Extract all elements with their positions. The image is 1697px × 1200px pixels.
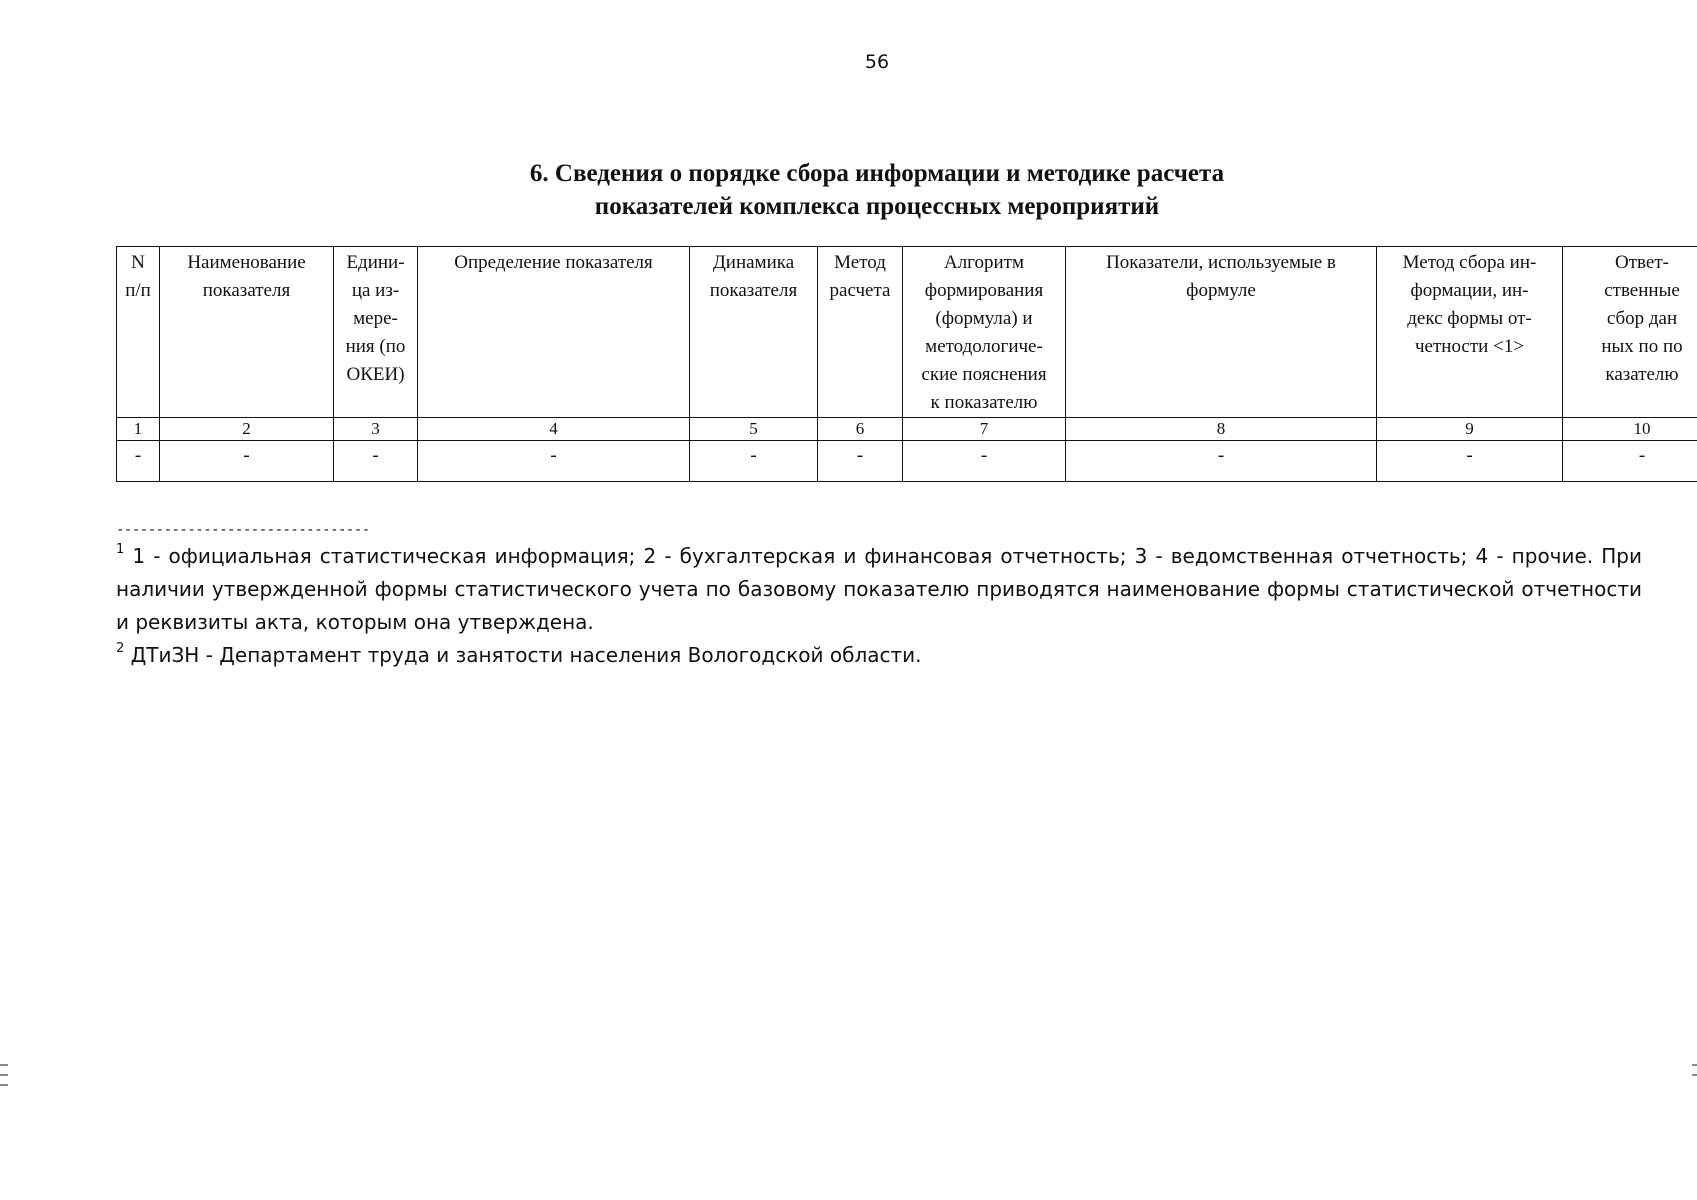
table-cell: - <box>160 441 334 482</box>
header-cell-dynamics: Динамика показателя <box>690 247 818 418</box>
column-number-cell: 3 <box>334 418 418 441</box>
column-number-cell: 4 <box>418 418 690 441</box>
header-cell-number: N п/п <box>117 247 160 418</box>
footnote-text: 1 - официальная статистическая информация; 2 - бухгалтерская и финансовая отчетность; 3 - ведомственная отчетность; 4 - прочие. При наличии утвержденной формы статистического учета по базовому показателю приводятся наименование формы статистической отчетности и реквизиты акта, которым она утверждена. <box>116 544 1642 634</box>
footnote-text: ДТиЗН - Департамент труда и занятости населения Вологодской области. <box>130 643 922 667</box>
footnote-mark: 1 <box>116 542 125 557</box>
header-cell-name: Наименование показателя <box>160 247 334 418</box>
table-cell: - <box>818 441 903 482</box>
header-cell-collection-method: Метод сбора ин- формации, ин- декс формы от- четности <1> <box>1377 247 1563 418</box>
header-cell-calc-method: Метод расчета <box>818 247 903 418</box>
header-cell-algorithm: Алгоритм формирования (формула) и методологиче- ские пояснения к показателю <box>903 247 1066 418</box>
table-cell: - <box>117 441 160 482</box>
footnote-2 <box>116 639 1642 672</box>
table-cell: - <box>1066 441 1377 482</box>
section-title-line-2: показателей комплекса процессных мероприятий <box>594 193 1160 220</box>
footnote-mark: 2 <box>116 641 125 656</box>
column-number-cell: 9 <box>1377 418 1563 441</box>
header-cell-formula-indicators: Показатели, используемые в формуле <box>1066 247 1377 418</box>
scan-edge-mark-left <box>0 1074 8 1076</box>
table-cell: - <box>1563 441 1697 482</box>
header-cell-responsible: Ответ- ственные сбор дан ных по пo казателю <box>1563 247 1697 418</box>
page-number: 56 <box>864 51 890 73</box>
table-cell: - <box>1377 441 1563 482</box>
scan-edge-mark-left <box>0 1084 8 1086</box>
section-title <box>0 157 1697 223</box>
column-number-cell: 7 <box>903 418 1066 441</box>
table-cell: - <box>903 441 1066 482</box>
column-number-cell: 1 <box>117 418 160 441</box>
column-number-cell: 10 <box>1563 418 1697 441</box>
section-title-line-1: 6. Сведения о порядке сбора информации и методике расчета <box>529 160 1225 187</box>
column-number-cell: 8 <box>1066 418 1377 441</box>
table-cell: - <box>418 441 690 482</box>
table-cell: - <box>690 441 818 482</box>
table-cell: - <box>334 441 418 482</box>
scan-edge-mark-right <box>1692 1064 1697 1066</box>
table-header-row <box>117 247 1697 418</box>
column-number-cell: 5 <box>690 418 818 441</box>
indicators-table-container <box>116 246 1697 490</box>
indicators-table <box>116 246 1697 482</box>
footnotes <box>116 540 1642 672</box>
table-row <box>117 441 1697 482</box>
footnote-separator: -------------------------------- <box>116 522 370 538</box>
column-number-row <box>117 418 1697 441</box>
column-number-cell: 2 <box>160 418 334 441</box>
scan-edge-mark-right <box>1692 1074 1697 1076</box>
footnote-1 <box>116 540 1642 639</box>
scan-edge-mark-left <box>0 1064 8 1066</box>
header-cell-definition: Определение показателя <box>418 247 690 418</box>
header-cell-unit: Едини- ца из- мере- ния (по ОКЕИ) <box>334 247 418 418</box>
column-number-cell: 6 <box>818 418 903 441</box>
